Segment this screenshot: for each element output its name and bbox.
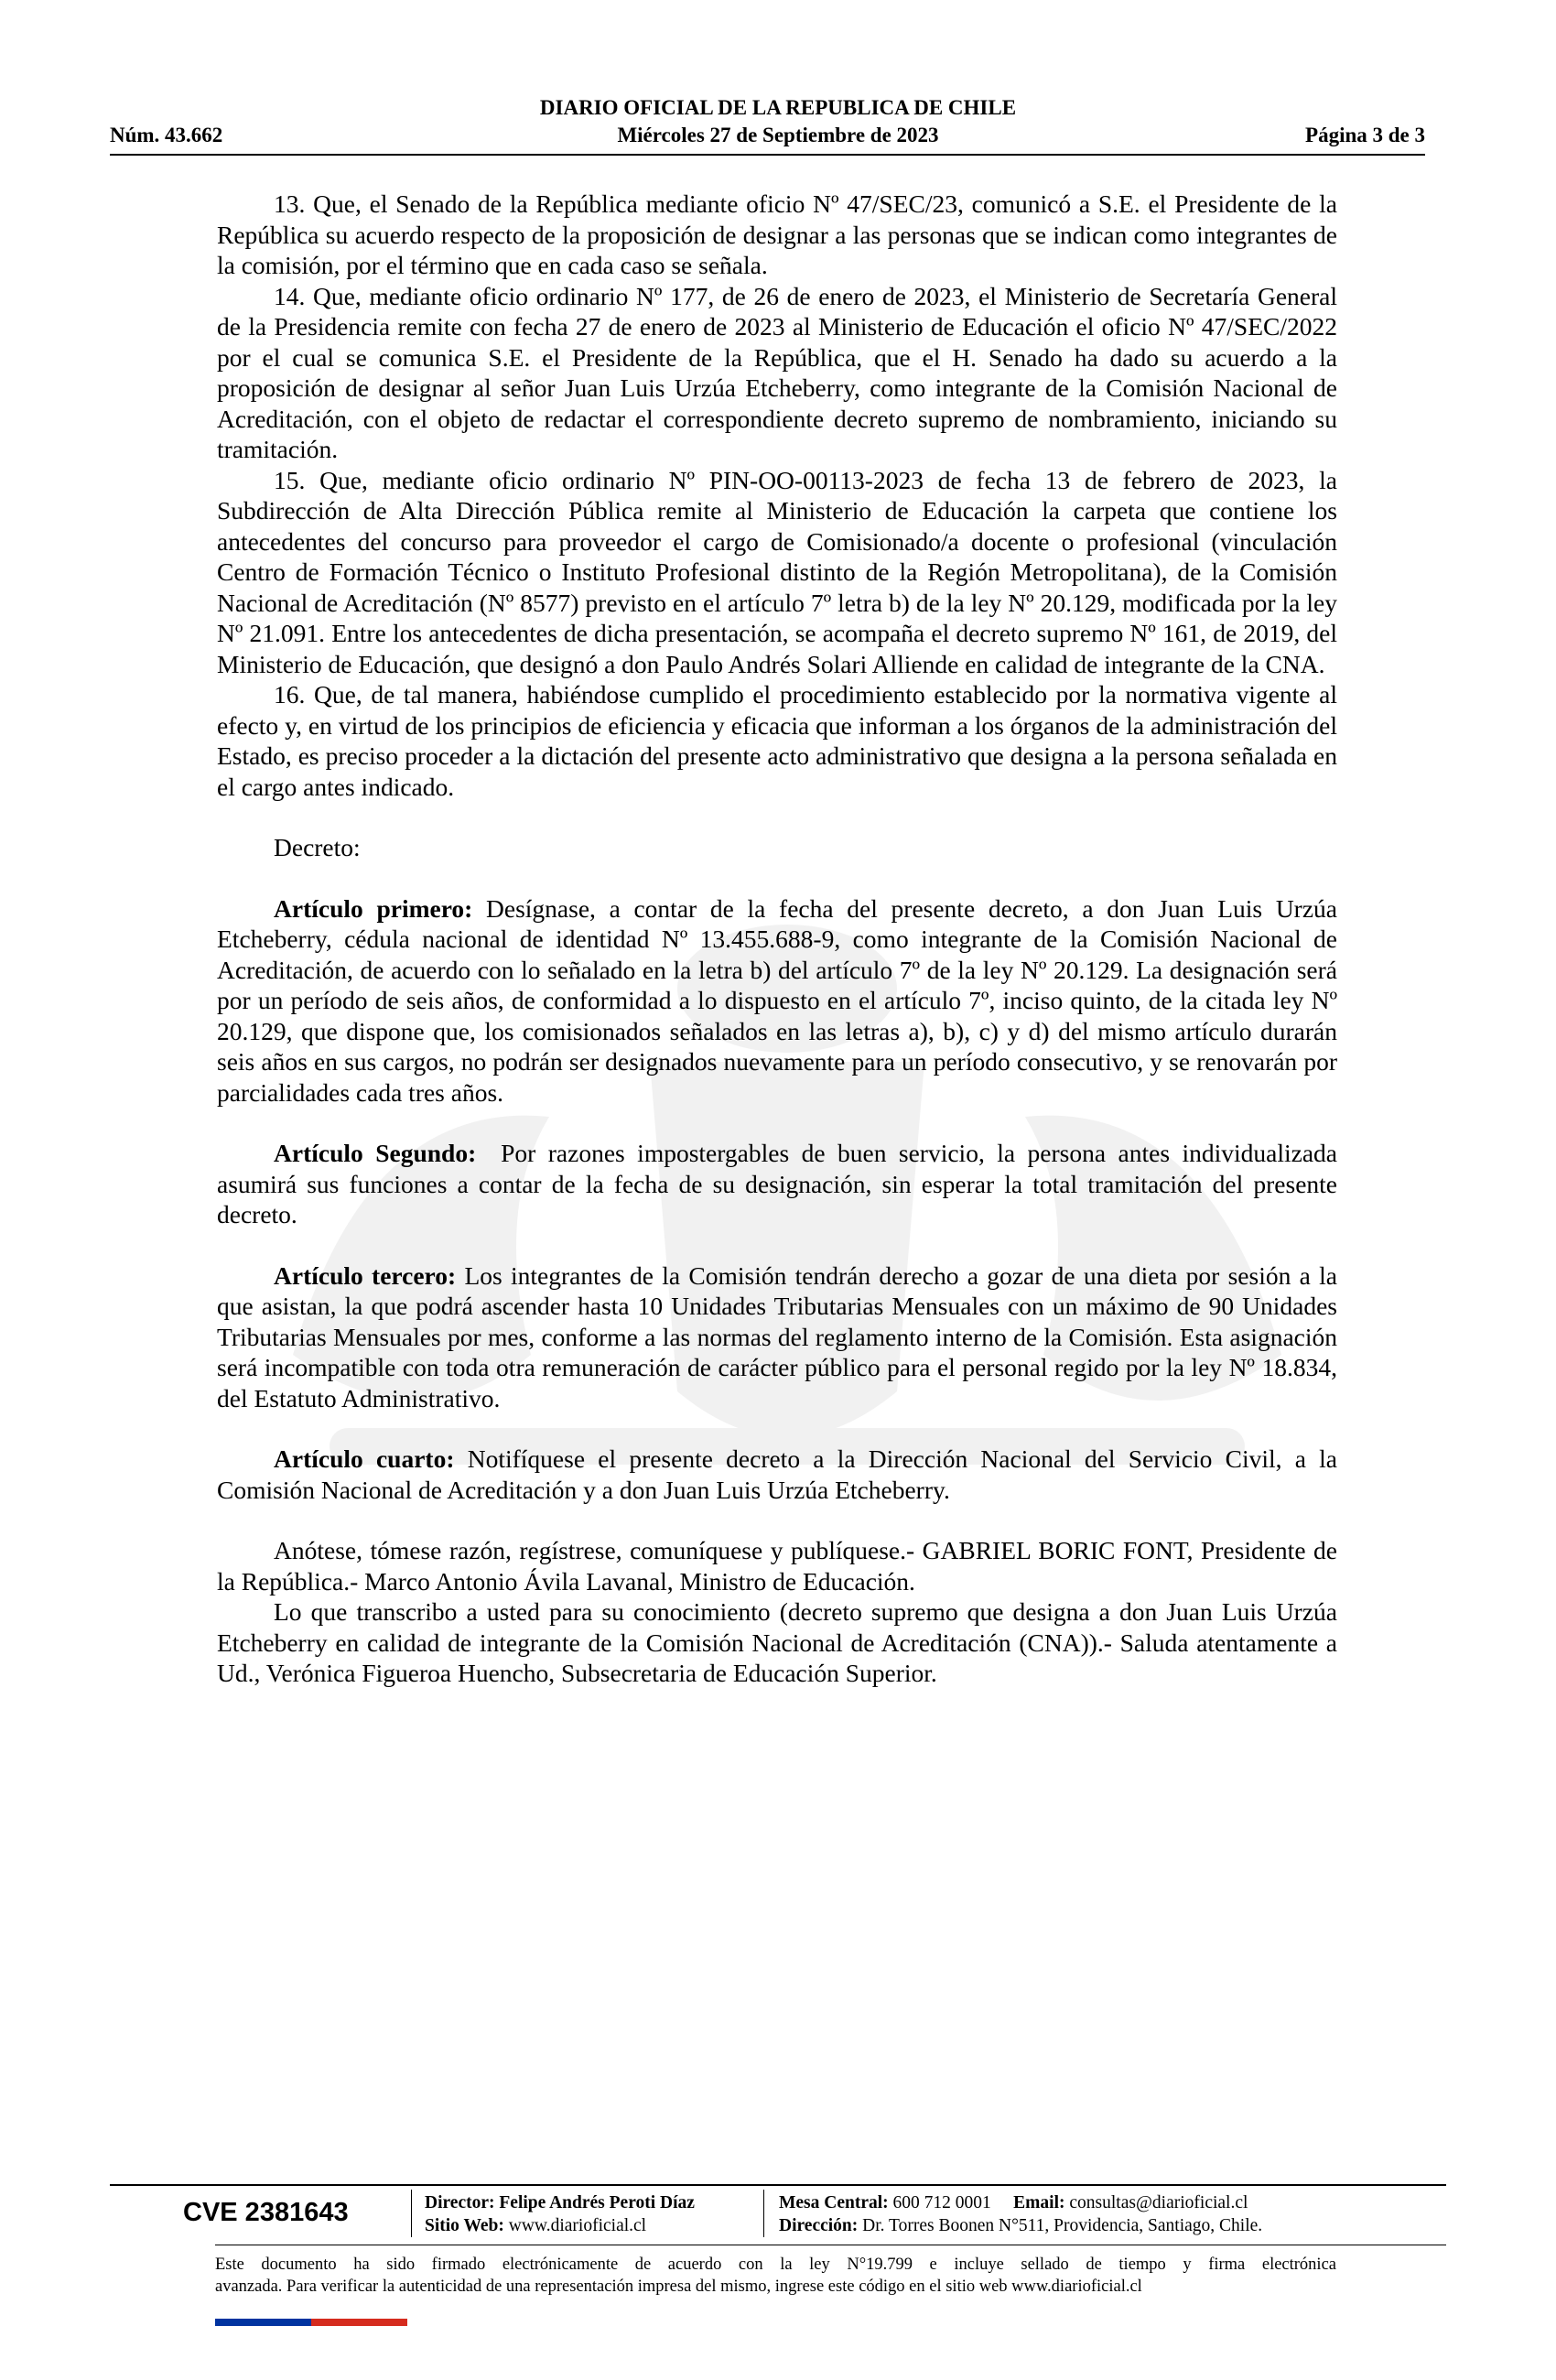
paragraph-16: 16. Que, de tal manera, habiéndose cumplido el procedimiento establecido por la normativa vigente al efecto y, en virtud de los principios de eficiencia y eficacia que informan a los órganos de la administración del Estado, es preciso proceder a la dictación del presente acto administrativo que designa a la persona señalada en el cargo antes indicado. xyxy=(217,680,1337,801)
signature-note-line: avanzada. Para verificar la autenticidad de una representación impresa del mismo, ingrese este código en el sitio web www.diarioficial.cl xyxy=(215,2277,1142,2296)
paragraph-14: 14. Que, mediante oficio ordinario Nº 177, de 26 de enero de 2023, el Ministerio de Secretaría General de la Presidencia remite con fecha 27 de enero de 2023 al Ministerio de Educación el oficio Nº 47/SEC/2022 por el cual se comunica S.E. el Presidente de la República, que el H. Senado ha dado su acuerdo a la proposición de designar al señor Juan Luis Urzúa Etcheberry, como integrante de la Comisión Nacional de Acreditación, con el objeto de redactar el correspondiente decreto supremo de nombramiento, iniciando su tramitación. xyxy=(217,281,1337,463)
page-number: Página 3 de 3 xyxy=(1305,124,1425,146)
article-second-text: Por razones impostergables de buen servicio, la persona antes individualizada asumirá sus funciones a contar de la fecha de su designación, sin esperar la total tramitación del presente decreto. xyxy=(217,1139,1344,1228)
footer-separator xyxy=(411,2190,412,2237)
electronic-signature-note xyxy=(215,2254,1336,2298)
article-first-text: Desígnase, a contar de la fecha del presente decreto, a don Juan Luis Urzúa Etcheberry, cédula nacional de identidad Nº 13.455.688-9, como integrante de la Comisión Nacional de Acreditación, de acuerdo con lo señalado en la letra b) del artículo 7º de la ley Nº 20.129. La designación será por un período de seis años, de conformidad a lo dispuesto en el artículo 7º, inciso quinto, de la citada ley Nº 20.129, que dispone que, los comisionados señalados en las letras a), b), c) y d) del mismo artículo durarán seis años en sus cargos, no podrán ser designados nuevamente para un período consecutivo, y se renovarán por parcialidades cada tres años. xyxy=(217,893,1337,1107)
article-second-label: Artículo Segundo: xyxy=(274,1139,477,1167)
article-first xyxy=(217,893,1337,1109)
issue-date: Miércoles 27 de Septiembre de 2023 xyxy=(617,124,939,146)
flag-stripe-red xyxy=(311,2319,407,2326)
decree-body xyxy=(217,189,1344,1689)
email-label: Email: xyxy=(1013,2193,1065,2212)
director-value: Felipe Andrés Peroti Díaz xyxy=(499,2193,695,2212)
flag-stripe-blue xyxy=(215,2319,311,2326)
footer-director-block xyxy=(425,2191,695,2237)
paragraph-15: 15. Que, mediante oficio ordinario Nº PIN-OO-00113-2023 de fecha 13 de febrero de 2023, la Subdirección de Alta Dirección Pública remite al Ministerio de Educación la carpeta que contiene los antecedentes del concurso para proveedor el cargo de Comisionado/a docente o profesional (vinculación Centro de Formación Técnico o Instituto Profesional distinto de la Región Metropolitana), de la Comisión Nacional de Acreditación (Nº 8577) previsto en el artículo 7º letra b) de la ley Nº 20.129, modificada por la ley Nº 21.091. Entre los antecedentes de dicha presentación, se acompaña el decreto supremo Nº 161, de 2019, del Ministerio de Educación, que designó a don Paulo Andrés Solari Alliende en calidad de integrante de la CNA. xyxy=(217,465,1337,678)
mesa-central-label: Mesa Central: xyxy=(779,2193,889,2212)
header-divider xyxy=(110,154,1425,156)
article-third xyxy=(217,1260,1337,1414)
issue-number: Núm. 43.662 xyxy=(110,124,223,146)
address-label: Dirección: xyxy=(779,2216,859,2235)
article-fourth-text: Notifíquese el presente decreto a la Dirección Nacional del Servicio Civil, a la Comisión Nacional de Acreditación y a don Juan Luis Urzúa Etcheberry. xyxy=(217,1444,1337,1504)
article-third-label: Artículo tercero: xyxy=(274,1260,457,1290)
paragraph-13: 13. Que, el Senado de la República mediante oficio Nº 47/SEC/23, comunicó a S.E. el Presidente de la República su acuerdo respecto de la proposición de designar a las personas que se indican como integrantes de la comisión, por el término que en cada caso se señala. xyxy=(217,189,1337,279)
website-label: Sitio Web: xyxy=(425,2216,504,2235)
newspaper-title: DIARIO OFICIAL DE LA REPUBLICA DE CHILE xyxy=(539,96,1017,119)
transcription-paragraph: Lo que transcribo a usted para su conocimiento (decreto supremo que designa a don Juan Luis Urzúa Etcheberry en calidad de integrante de la Comisión Nacional de Acreditación (CNA)).- Saluda atentamente a Ud., Verónica Figueroa Huencho, Subsecretaria de Educación Superior. xyxy=(217,1597,1337,1687)
article-first-label: Artículo primero: xyxy=(274,893,473,923)
director-label: Director: xyxy=(425,2193,495,2212)
email-link[interactable]: consultas@diarioficial.cl xyxy=(1069,2193,1248,2212)
footer-separator xyxy=(763,2190,764,2237)
article-second xyxy=(217,1138,1344,1230)
footer-divider xyxy=(110,2184,1446,2186)
article-fourth-label: Artículo cuarto: xyxy=(274,1444,455,1473)
decreto-heading: Decreto: xyxy=(274,833,361,861)
mesa-central-value: 600 712 0001 xyxy=(892,2193,991,2212)
signature-note-line: Este documento ha sido firmado electrónicamente de acuerdo con la ley N°19.799 e incluye sellado de tiempo y firma electrónica xyxy=(215,2256,1336,2274)
website-link[interactable]: www.diarioficial.cl xyxy=(508,2216,647,2235)
signature-paragraph: Anótese, tómese razón, regístrese, comuníquese y publíquese.- GABRIEL BORIC FONT, Presidente de la República.- Marco Antonio Ávila Lavanal, Ministro de Educación. xyxy=(217,1536,1337,1596)
article-fourth xyxy=(217,1444,1337,1505)
address-value: Dr. Torres Boonen N°511, Providencia, Santiago, Chile. xyxy=(862,2216,1263,2235)
footer-contact-block xyxy=(779,2191,1262,2237)
cve-code: CVE 2381643 xyxy=(183,2198,349,2227)
article-third-text: Los integrantes de la Comisión tendrán derecho a gozar de una dieta por sesión a la que asistan, la que podrá ascender hasta 10 Unidades Tributarias Mensuales con un máximo de 90 Unidades Tributarias Mensuales por mes, conforme a las normas del reglamento interno de la Comisión. Esta asignación será incompatible con toda otra remuneración de carácter público para el personal regido por la ley Nº 18.834, del Estatuto Administrativo. xyxy=(217,1260,1337,1412)
